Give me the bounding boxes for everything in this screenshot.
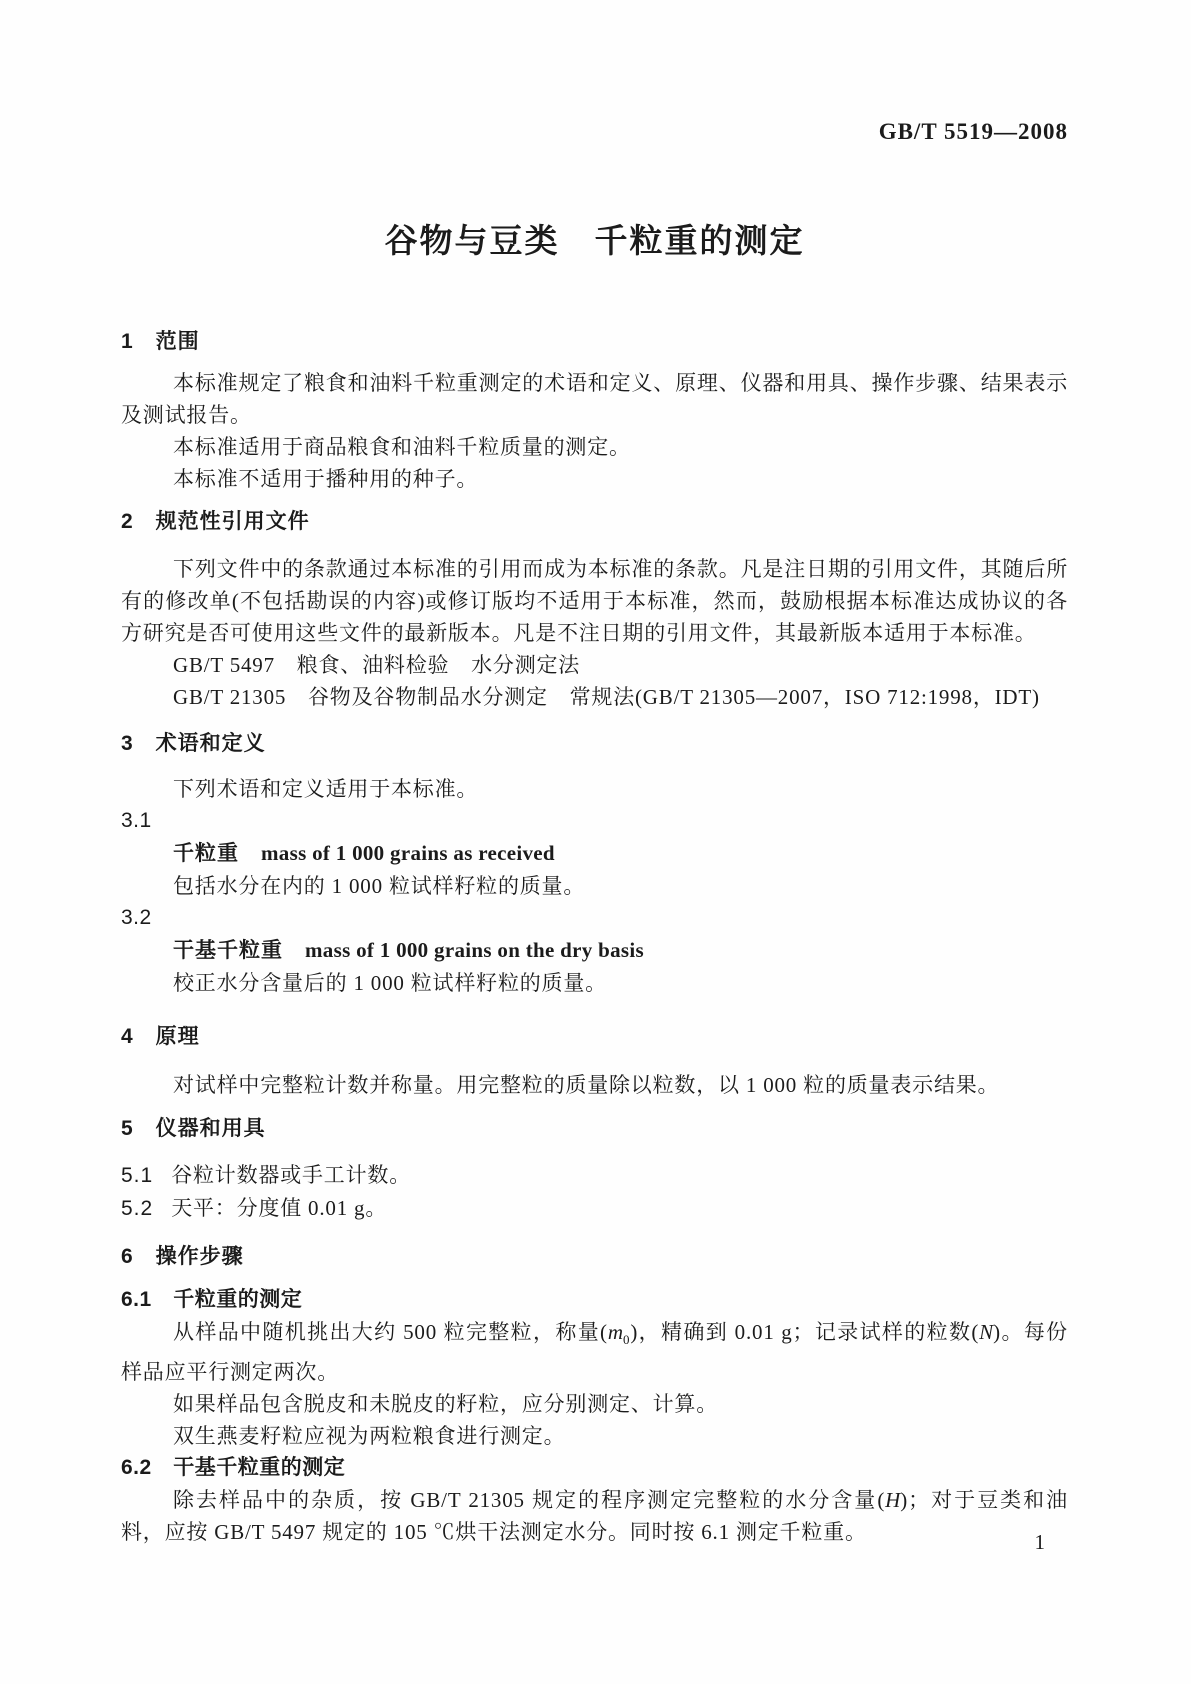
principle-paragraph: 对试样中完整粒计数并称量。用完整粒的质量除以粒数，以 1 000 粒的质量表示结果。 (173, 1073, 1000, 1097)
section-3-terms-heading: 3 术语和定义 (121, 732, 266, 755)
section-1-scope-heading: 1 范围 (121, 330, 200, 353)
procedure-6-1-text-b: )，精确到 0.01 g；记录试样的粒数( (630, 1320, 980, 1344)
term-3-1-definition: 包括水分在内的 1 000 粒试样籽粒的质量。 (173, 874, 586, 898)
normative-references-paragraph: 下列文件中的条款通过本标准的引用而成为本标准的条款。凡是注日期的引用文件，其随后所有的修改单(不包括勘误的内容)或修订版均不适用于本标准，然而，鼓励根据本标准达成协议的各方研究是否可使用这些文件的最新版本。凡是不注日期的引用文件，其最新版本适用于本标准。 (121, 557, 1068, 645)
clause-3-2-number: 3.2 (121, 906, 152, 929)
procedure-6-1-text-c: )。每份样品应平行测定两次。 (121, 1320, 1068, 1385)
apparatus-item-5-2-text: 天平：分度值 0.01 g。 (171, 1196, 388, 1220)
term-3-1-english: mass of 1 000 grains as received (261, 841, 555, 865)
variable-m0-symbol: m (607, 1320, 624, 1344)
procedure-6-1-paragraph-3: 双生燕麦籽粒应视为两粒粮食进行测定。 (173, 1424, 566, 1449)
section-6-procedure-heading: 6 操作步骤 (121, 1245, 244, 1268)
section-4-principle-heading: 4 原理 (121, 1025, 200, 1048)
subsection-6-2-heading: 6.2 干基千粒重的测定 (121, 1456, 346, 1480)
apparatus-item-5-1-text: 谷粒计数器或手工计数。 (171, 1163, 412, 1187)
scope-paragraph-1: 本标准规定了粮食和油料千粒重测定的术语和定义、原理、仪器和用具、操作步骤、结果表示及测试报告。 (121, 371, 1068, 427)
variable-h-symbol: H (885, 1488, 901, 1513)
apparatus-item-5-1-number: 5.1 (121, 1164, 154, 1187)
variable-m0-subscript: 0 (623, 1332, 631, 1348)
procedure-6-2-text-b: )；对于豆类和油料，应按 GB/T 5497 规定的 105 ℃烘干法测定水分。同时按 6.1 测定千粒重。 (121, 1488, 1068, 1545)
term-3-2-english: mass of 1 000 grains on the dry basis (305, 938, 644, 962)
scope-paragraph-3: 本标准不适用于播种用的种子。 (173, 467, 479, 491)
procedure-6-1-text-a: 从样品中随机挑出大约 500 粒完整粒，称量( (173, 1320, 608, 1344)
page-number: 1 (1034, 1530, 1045, 1554)
procedure-6-2-text-a: 除去样品中的杂质，按 GB/T 21305 规定的程序测定完整粒的水分含量( (173, 1488, 886, 1513)
document-title: 谷物与豆类 千粒重的测定 (384, 222, 805, 259)
scope-paragraph-2: 本标准适用于商品粮食和油料千粒质量的测定。 (173, 435, 631, 459)
apparatus-item-5-2-number: 5.2 (121, 1197, 154, 1220)
term-3-1-chinese: 千粒重 (173, 842, 239, 865)
procedure-6-1-paragraph-1 (121, 1316, 1068, 1388)
normative-reference-item-1: GB/T 5497 粮食、油料检验 水分测定法 (173, 653, 581, 677)
term-3-1-line (121, 837, 1068, 870)
section-5-apparatus-heading: 5 仪器和用具 (121, 1117, 266, 1140)
section-2-normative-references-heading: 2 规范性引用文件 (121, 510, 310, 533)
term-3-2-definition: 校正水分含量后的 1 000 粒试样籽粒的质量。 (173, 971, 607, 995)
apparatus-item-5-1 (121, 1159, 1068, 1192)
apparatus-item-5-2 (121, 1192, 1068, 1225)
procedure-6-1-paragraph-2: 如果样品包含脱皮和未脱皮的籽粒，应分别测定、计算。 (173, 1392, 718, 1417)
procedure-6-2-paragraph (121, 1484, 1068, 1548)
term-3-2-chinese: 干基千粒重 (173, 939, 283, 962)
standard-code: GB/T 5519—2008 (878, 119, 1068, 144)
subsection-6-1-heading: 6.1 千粒重的测定 (121, 1288, 303, 1311)
terms-intro-paragraph: 下列术语和定义适用于本标准。 (173, 777, 479, 801)
clause-3-1-number: 3.1 (121, 809, 152, 832)
normative-reference-item-2: GB/T 21305 谷物及谷物制品水分测定 常规法(GB/T 21305—2007，ISO 712:1998，IDT) (173, 685, 1040, 709)
term-3-2-line (121, 934, 1068, 967)
variable-n-symbol: N (979, 1320, 994, 1344)
